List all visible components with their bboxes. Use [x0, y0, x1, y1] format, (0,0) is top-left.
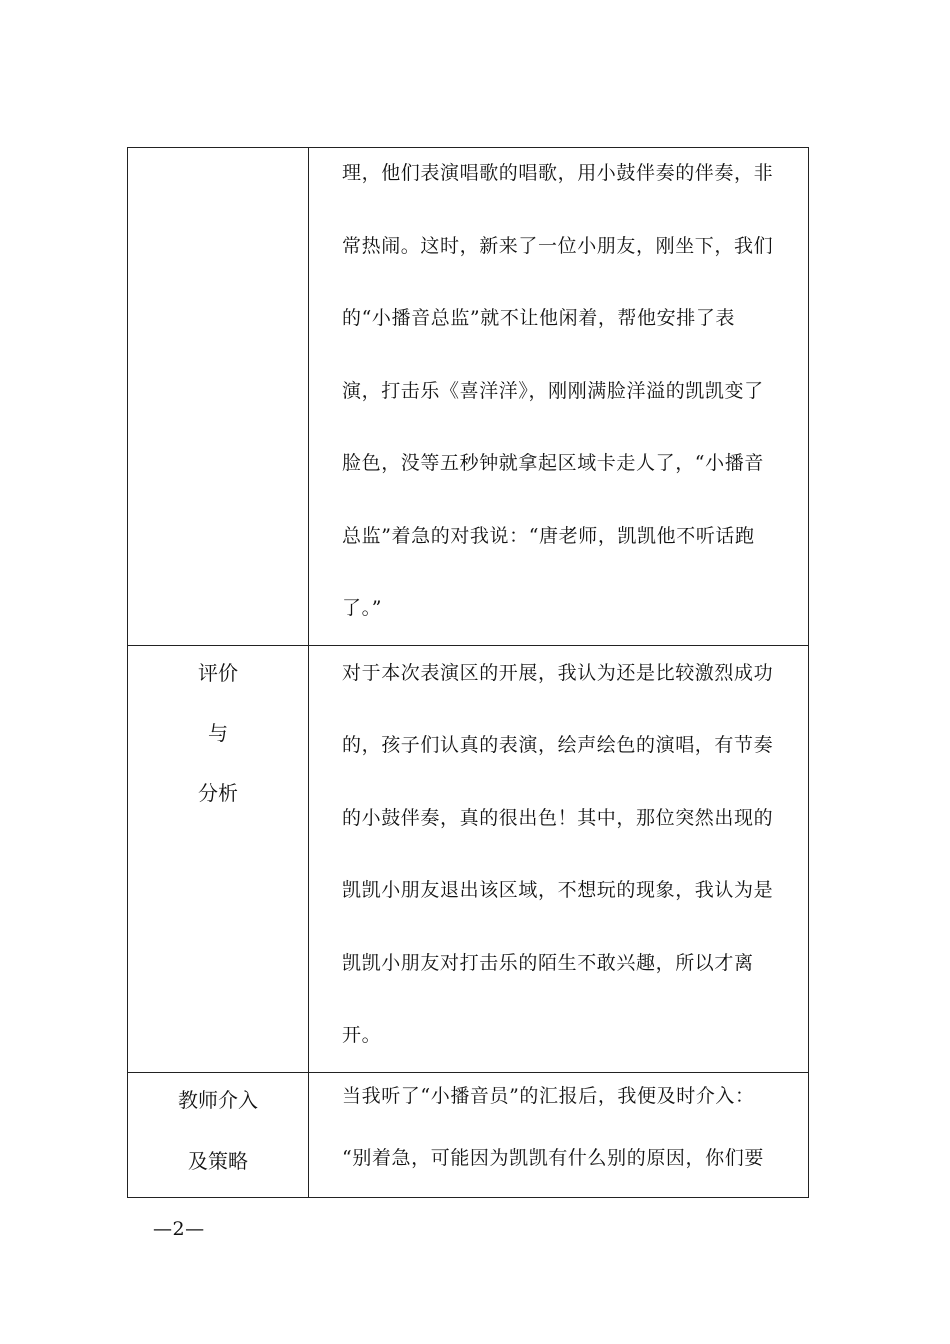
row-label-cell [128, 148, 309, 646]
text-line: 常热闹。这时，新来了一位小朋友，刚坐下，我们 [342, 234, 774, 257]
text-line: 开。 [342, 1024, 382, 1046]
table-row-evaluation [128, 645, 809, 1072]
text-line: 的，孩子们认真的表演，绘声绘色的演唱，有节奏 [342, 734, 774, 756]
page-number: —2— [153, 1218, 205, 1240]
row-content-cell [309, 645, 809, 1072]
row-content-text [309, 637, 808, 1072]
text-line: 当我听了“小播音员”的汇报后，我便及时介入： [342, 1084, 755, 1107]
text-line: “别着急，可能因为凯凯有什么别的原因，你们要 [342, 1146, 764, 1169]
text-line: 对于本次表演区的开展，我认为还是比较激烈成功 [342, 661, 774, 684]
text-line: 了。” [342, 597, 383, 619]
row-label-line: 分析 [198, 780, 238, 805]
text-line: 演，打击乐《喜洋洋》，刚刚满脸洋溢的凯凯变了 [342, 379, 764, 402]
row-content-cell [309, 1072, 809, 1197]
text-line: 的“小播音总监”就不让他闲着，帮他安排了表 [342, 307, 736, 329]
table-row-continuation [128, 148, 809, 646]
row-label-line: 与 [208, 720, 228, 745]
row-label [128, 643, 308, 823]
text-line: 理，他们表演唱歌的唱歌，用小鼓伴奏的伴奏，非 [342, 162, 774, 184]
text-line: 的小鼓伴奏，真的很出色！其中，那位突然出现的 [342, 806, 774, 829]
text-line: 脸色，没等五秒钟就拿起区域卡走人了，“小播音 [342, 452, 764, 474]
row-label [128, 1070, 308, 1192]
table-row-intervention [128, 1072, 809, 1197]
observation-record-table [127, 147, 809, 1198]
row-label-line: 及策略 [188, 1148, 248, 1173]
row-content-text [309, 1065, 808, 1189]
row-label-cell [128, 645, 309, 1072]
text-line: 凯凯小朋友退出该区域，不想玩的现象，我认为是 [342, 879, 774, 901]
row-content-cell [309, 148, 809, 646]
text-line: 总监”着急的对我说：“唐老师，凯凯他不听话跑 [342, 524, 755, 547]
row-label-line: 评价 [198, 660, 238, 685]
row-content-text [309, 137, 808, 645]
row-label-line: 教师介入 [178, 1087, 258, 1112]
text-line: 凯凯小朋友对打击乐的陌生不敢兴趣，所以才离 [342, 951, 754, 974]
row-label-cell [128, 1072, 309, 1197]
